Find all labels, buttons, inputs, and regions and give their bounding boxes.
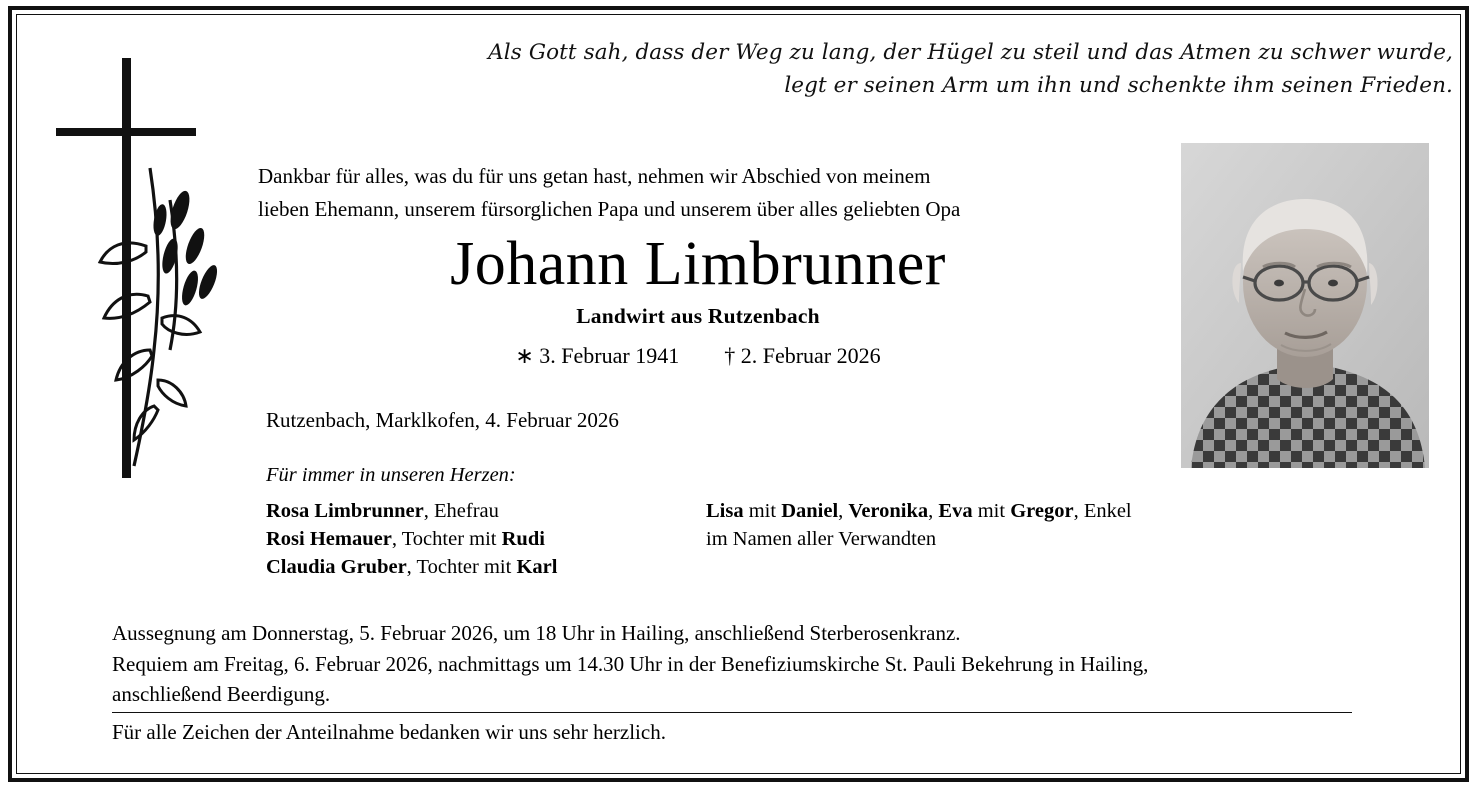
grandchild-name: Lisa <box>706 500 744 522</box>
service-line-3: anschließend Beerdigung. <box>112 682 331 707</box>
family-member-row <box>266 525 706 553</box>
birth-date: ∗ 3. Februar 1941 <box>515 343 680 369</box>
intro-block <box>258 160 1138 225</box>
thanks-note: Für alle Zeichen der Anteilnahme bedanken wir uns sehr herzlich. <box>112 720 666 744</box>
family-member-row <box>266 497 706 525</box>
portrait-photo <box>1181 143 1429 468</box>
death-date: † 2. Februar 2026 <box>724 343 881 369</box>
connector: , <box>838 500 849 522</box>
footer-divider <box>112 712 1352 713</box>
family-member-row <box>266 553 706 581</box>
verse-line-2: legt er seinen Arm um ihn und schenkte ihm seinen Frieden. <box>784 73 1453 99</box>
family-column-left <box>266 497 706 581</box>
grandchild-name: Veronika <box>848 500 929 522</box>
grandchild-partner: Daniel <box>781 500 839 522</box>
service-details <box>112 618 1364 710</box>
family-member-partner: Karl <box>516 556 558 579</box>
grandchild-partner: Gregor <box>1010 500 1074 522</box>
service-line-2: Requiem am Freitag, 6. Februar 2026, nachmittags um 14.30 Uhr in der Benefiziumskirche St. Pauli Bekehrung in Hailing, <box>112 651 1149 676</box>
intro-line-2: lieben Ehemann, unserem fürsorglichen Papa und unserem über alles geliebten Opa <box>258 196 961 221</box>
family-member-name: Claudia Gruber <box>266 556 407 579</box>
verse-line-1: Als Gott sah, dass der Weg zu lang, der Hügel zu steil und das Atmen zu schwer wurde, <box>488 40 1453 65</box>
connector: , <box>928 500 939 522</box>
relatives-row: im Namen aller Verwandten <box>706 528 937 551</box>
family-heading: Für immer in unseren Herzen: <box>266 464 516 486</box>
grandchildren-row <box>706 497 1246 525</box>
family-block <box>266 464 1266 581</box>
deceased-occupation: Landwirt aus Rutzenbach <box>576 304 820 329</box>
life-dates <box>258 343 1138 369</box>
family-member-relation: , Tochter mit <box>406 556 517 579</box>
grandchildren-label: , Enkel <box>1073 500 1132 522</box>
verse-block <box>453 36 1453 103</box>
place-and-date: Rutzenbach, Marklkofen, 4. Februar 2026 <box>266 408 619 432</box>
service-line-1: Aussegnung am Donnerstag, 5. Februar 2026, um 18 Uhr in Hailing, anschließend Sterberosenkranz. <box>112 621 961 645</box>
intro-line-1: Dankbar für alles, was du für uns getan hast, nehmen wir Abschied von meinem <box>258 164 931 188</box>
family-member-name: Rosi Hemauer <box>266 528 392 551</box>
cross-with-wheat-icon <box>38 50 238 500</box>
family-member-name: Rosa Limbrunner <box>266 500 424 522</box>
connector: mit <box>972 500 1011 522</box>
connector: mit <box>743 500 782 522</box>
family-member-relation: , Tochter mit <box>391 528 502 551</box>
family-member-relation: , Ehefrau <box>423 500 499 522</box>
family-column-right <box>706 497 1246 553</box>
deceased-name: Johann Limbrunner <box>450 230 946 298</box>
family-member-partner: Rudi <box>501 528 545 551</box>
name-block <box>258 232 1138 369</box>
grandchild-name: Eva <box>938 500 973 522</box>
